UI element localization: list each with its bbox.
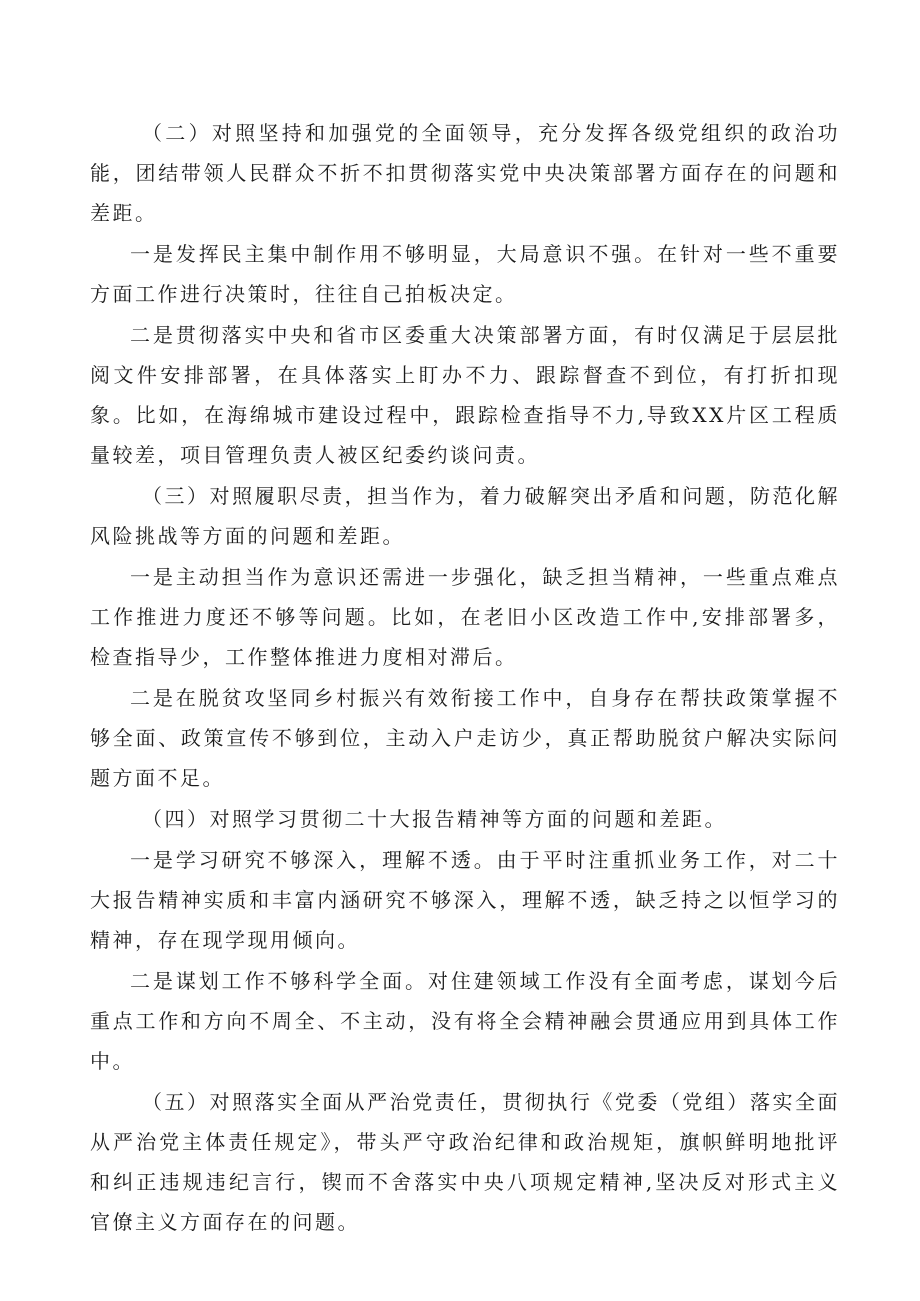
body-paragraph: 二是贯彻落实中央和省市区委重大决策部署方面，有时仅满足于层层批阅文件安排部署，在具体落实上盯办不力、跟踪督查不到位，有打折扣现象。比如，在海绵城市建设过程中，跟踪检查指导不力,导致XX片区工程质量较差，项目管理负责人被区纪委约谈问责。: [90, 323, 840, 467]
section-heading-4: （四）对照学习贯彻二十大报告精神等方面的问题和差距。: [142, 807, 727, 831]
section-heading-2: （二）对照坚持和加强党的全面领导，充分发挥各级党组织的政治功能，团结带领人民群众不折不扣贯彻落实党中央决策部署方面存在的问题和差距。: [90, 121, 840, 225]
body-paragraph: 一是主动担当作为意识还需进一步强化，缺乏担当精神，一些重点难点工作推进力度还不够等问题。比如，在老旧小区改造工作中,安排部署多，检查指导少，工作整体推进力度相对滞后。: [90, 565, 840, 669]
body-paragraph: 二是谋划工作不够科学全面。对住建领域工作没有全面考虑，谋划今后重点工作和方向不周全、不主动，没有将全会精神融会贯通应用到具体工作中。: [90, 969, 840, 1073]
section-heading-3: （三）对照履职尽责，担当作为，着力破解突出矛盾和问题，防范化解风险挑战等方面的问题和差距。: [90, 484, 840, 548]
body-paragraph: 二是在脱贫攻坚同乡村振兴有效衔接工作中，自身存在帮扶政策掌握不够全面、政策宣传不够到位，主动入户走访少，真正帮助脱贫户解决实际问题方面不足。: [90, 686, 840, 790]
body-paragraph: 一是发挥民主集中制作用不够明显，大局意识不强。在针对一些不重要方面工作进行决策时，往往自己拍板决定。: [90, 242, 840, 306]
section-heading-5: （五）对照落实全面从严治党责任，贯彻执行《党委（党组）落实全面从严治党主体责任规定》，带头严守政治纪律和政治规矩，旗帜鲜明地批评和纠正违规违纪言行，锲而不舍落实中央八项规定精神,坚决反对形式主义官僚主义方面存在的问题。: [90, 1090, 840, 1234]
body-paragraph: 一是学习研究不够深入，理解不透。由于平时注重抓业务工作，对二十大报告精神实质和丰富内涵研究不够深入，理解不透，缺乏持之以恒学习的精神，存在现学现用倾向。: [90, 848, 840, 952]
